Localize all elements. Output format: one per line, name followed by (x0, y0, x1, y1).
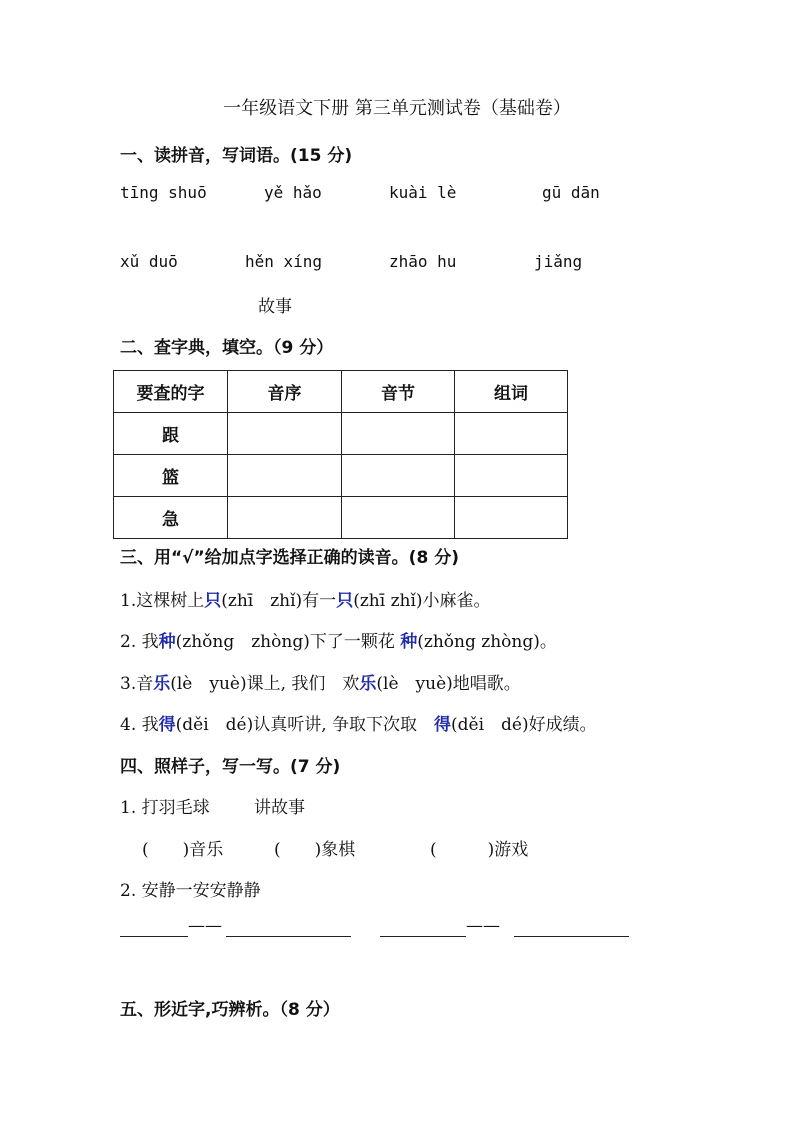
reading-item (120, 710, 597, 735)
fill-blank-item[interactable]: ( )游戏 (430, 840, 529, 860)
section1-heading: 一、读拼音，写词语。(15 分) (120, 146, 353, 166)
table-header-cell: 音序 (228, 371, 342, 413)
table-row (114, 497, 568, 539)
table-header-row (114, 371, 568, 413)
answer-cell[interactable] (228, 413, 342, 455)
table-char-cell: 急 (114, 497, 228, 539)
item-text: 3.音 (120, 674, 154, 694)
answer-cell[interactable] (342, 413, 455, 455)
item-text: (lè yuè)课上, 我们 欢 (170, 674, 360, 694)
item-text: 1.这棵树上 (120, 591, 205, 611)
dash-separator: —— (188, 916, 222, 936)
pinyin-item: tīng shuō (120, 183, 207, 202)
item-text: (děi dé)好成绩。 (451, 715, 597, 735)
item-text: 2. 我 (120, 632, 159, 652)
dotted-char: 得 (434, 715, 452, 735)
pinyin-item: jiǎng (534, 252, 583, 271)
item-text: (zhǒng zhòng)。 (417, 632, 557, 652)
dash-separator: —— (466, 916, 500, 936)
section5-heading: 五、形近字,巧辨析。（8 分） (120, 1000, 340, 1020)
answer-cell[interactable] (228, 455, 342, 497)
answer-cell[interactable] (455, 497, 568, 539)
table-header-cell: 要查的字 (114, 371, 228, 413)
example-text: 讲故事 (254, 798, 305, 818)
example-text: 2. 安静一安安静静 (120, 881, 261, 901)
table-row (114, 413, 568, 455)
dotted-char: 乐 (359, 674, 377, 694)
reading-item (120, 586, 491, 611)
table-row (114, 455, 568, 497)
pinyin-item: hěn xíng (245, 252, 323, 271)
answer-cell[interactable] (455, 455, 568, 497)
answer-cell[interactable] (342, 497, 455, 539)
item-text: (děi dé)认真听讲, 争取下次取 (175, 715, 435, 735)
answer-cell[interactable] (342, 455, 455, 497)
reading-item (120, 669, 521, 694)
item-text: (zhī zhǐ)小麻雀。 (353, 591, 491, 611)
page-title: 一年级语文下册 第三单元测试卷（基础卷） (223, 98, 571, 119)
answer-line[interactable] (380, 936, 466, 937)
dotted-char: 只 (204, 591, 222, 611)
answer-cell[interactable] (455, 413, 568, 455)
pinyin-item: zhāo hu (389, 252, 457, 271)
answer-cell[interactable] (228, 497, 342, 539)
dotted-char: 乐 (153, 674, 171, 694)
item-text: (zhī zhǐ)有一 (221, 591, 337, 611)
item-text: (lè yuè)地唱歌。 (376, 674, 521, 694)
dotted-char: 只 (336, 591, 354, 611)
table-char-cell: 跟 (114, 413, 228, 455)
item-text: 4. 我 (120, 715, 159, 735)
pinyin-item: xǔ duō (120, 252, 178, 271)
table-header-cell: 组词 (455, 371, 568, 413)
answer-line[interactable] (514, 936, 629, 937)
table-header-cell: 音节 (342, 371, 455, 413)
section2-heading: 二、查字典，填空。（9 分） (120, 338, 334, 358)
example-text: 1. 打羽毛球 (120, 798, 210, 818)
fill-blank-item[interactable]: ( )音乐 (142, 840, 224, 860)
dotted-char: 得 (158, 715, 176, 735)
pinyin-item: kuài lè (389, 183, 457, 202)
table-char-cell: 篮 (114, 455, 228, 497)
dotted-char: 种 (158, 632, 176, 652)
pinyin-item: gū dān (542, 183, 600, 202)
reading-item (120, 627, 557, 652)
answer-line[interactable] (120, 936, 188, 937)
example-word: 故事 (258, 297, 292, 317)
dotted-char: 种 (400, 632, 418, 652)
section4-heading: 四、照样子，写一写。(7 分) (120, 757, 341, 777)
answer-line[interactable] (226, 936, 351, 937)
fill-blank-item[interactable]: ( )象棋 (274, 840, 356, 860)
dictionary-table (113, 370, 568, 539)
item-text: (zhǒng zhòng)下了一颗花 (175, 632, 401, 652)
pinyin-item: yě hǎo (264, 183, 322, 202)
section3-heading: 三、用“√”给加点字选择正确的读音。(8 分) (120, 548, 459, 568)
